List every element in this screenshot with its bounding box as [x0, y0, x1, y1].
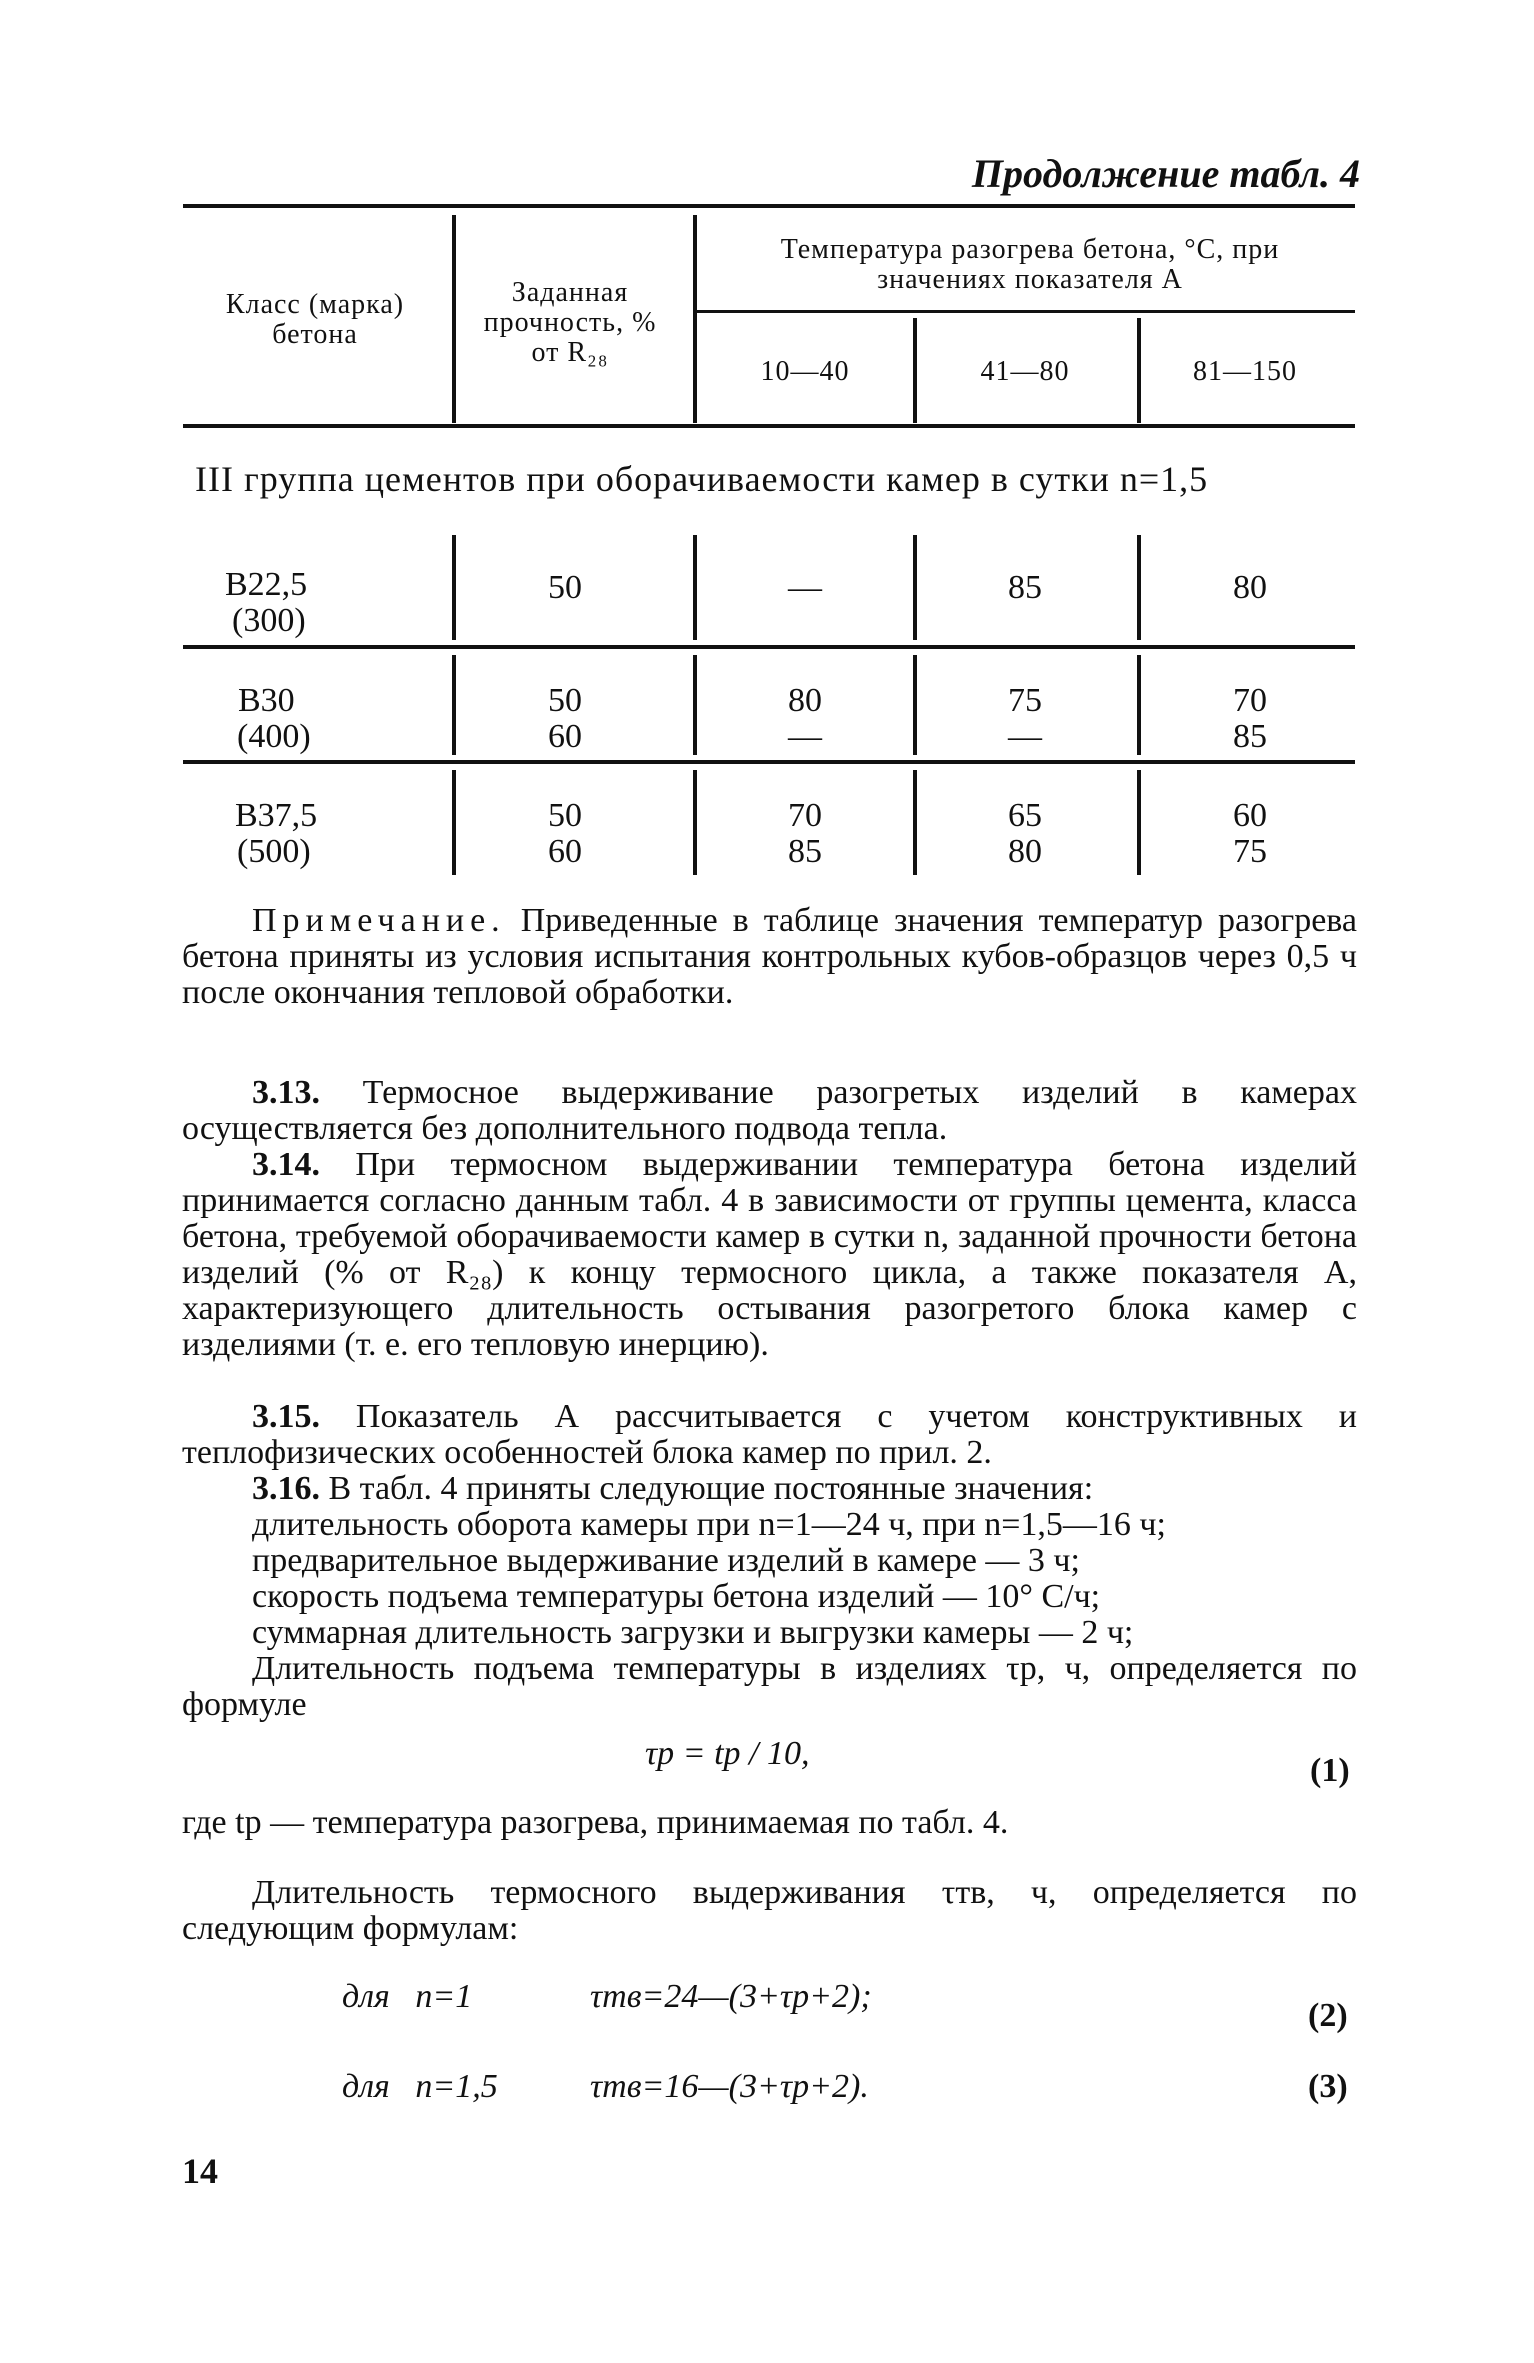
cell-temp-3: 60: [1233, 797, 1267, 834]
header-subcol-1: 10—40: [760, 356, 850, 387]
note-label: Примечание.: [252, 902, 506, 939]
header-class: Класс (марка) бетона: [225, 289, 405, 350]
row-separator-vertical: [913, 655, 917, 755]
section-text: Термосное выдерживание разогретых изделий в камерах осуществляется без дополнительного подвода тепла.: [182, 1074, 1357, 1147]
table-header-bottom-rule: [183, 424, 1355, 428]
row-separator-vertical: [1137, 535, 1141, 640]
equation-number-2: (2): [1308, 1997, 1348, 2034]
row-separator-vertical: [913, 535, 917, 640]
page-number: 14: [182, 2151, 218, 2191]
cell-class: (300): [232, 602, 306, 639]
cell-class: B37,5: [235, 797, 318, 834]
header-temperature: Температура разогрева бетона, °С, при значениях показателя А: [780, 234, 1280, 295]
header-separator: [913, 318, 917, 423]
cell-strength: 60: [548, 833, 582, 870]
row-separator-vertical: [1137, 770, 1141, 875]
cell-class: B30: [238, 682, 295, 719]
cell-temp-1: 85: [788, 833, 822, 870]
formula-2-condition: для n=1: [342, 1978, 473, 2015]
cell-temp-3: 70: [1233, 682, 1267, 719]
header-separator: [1137, 318, 1141, 423]
header-strength: Заданная прочность, % от R₂₈: [483, 277, 657, 368]
note-text: Приведенные в таблице значения температур разогрева бетона приняты из условия испытания контрольных кубов-образцов через 0,5 ч после окончания тепловой обработки.: [182, 902, 1357, 1011]
cell-temp-1: 70: [788, 797, 822, 834]
section-text: В табл. 4 приняты следующие постоянные значения:: [320, 1470, 1094, 1507]
cell-temp-3: 75: [1233, 833, 1267, 870]
row-separator: [183, 760, 1355, 764]
row-separator-vertical: [452, 535, 456, 640]
section-3-14: [182, 1147, 1357, 1363]
section-number: 3.15.: [252, 1398, 320, 1435]
cell-temp-2: —: [1008, 718, 1042, 755]
row-separator-vertical: [1137, 655, 1141, 755]
cell-temp-1: 80: [788, 682, 822, 719]
formula-1-explanation: где tр — температура разогрева, принимаемая по табл. 4.: [182, 1804, 1009, 1841]
constant-line: суммарная длительность загрузки и выгрузки камеры — 2 ч;: [252, 1614, 1134, 1651]
constant-line: скорость подъема температуры бетона изделий — 10° С/ч;: [252, 1578, 1101, 1615]
header-subcol-2: 41—80: [980, 356, 1070, 387]
cell-temp-3: 85: [1233, 718, 1267, 755]
formula-3-condition: для n=1,5: [342, 2068, 498, 2105]
rise-duration-intro: Длительность подъема температуры в изделиях τр, ч, определяется по формуле: [182, 1650, 1357, 1723]
section-3-13: [182, 1075, 1357, 1147]
thermos-duration-intro: Длительность термосного выдерживания τтв, ч, определяется по следующим формулам:: [182, 1874, 1357, 1947]
formula-1: τр = tр / 10,: [645, 1735, 810, 1772]
cell-temp-3: 80: [1233, 569, 1267, 606]
table-note: [182, 903, 1357, 1011]
cell-temp-2: 75: [1008, 682, 1042, 719]
section-number: 3.14.: [252, 1146, 320, 1183]
section-number: 3.13.: [252, 1074, 320, 1111]
equation-number-1: (1): [1310, 1752, 1350, 1789]
section-text: Показатель А рассчитывается с учетом конструктивных и теплофизических особенностей блока камер по прил. 2.: [182, 1398, 1357, 1471]
cell-strength: 50: [548, 569, 582, 606]
table-top-rule: [183, 204, 1355, 208]
header-subcol-3: 81—150: [1193, 356, 1297, 387]
equation-number-3: (3): [1308, 2068, 1348, 2105]
section-text: При термосном выдерживании температура бетона изделий принимается согласно данным табл. 4 в зависимости от группы цемента, класса бетона, требуемой оборачиваемости камер в сутки n, заданной прочности бетона изделий (% от R₂₈) к концу термосного цикла, а также показателя А, характеризующего длительность остывания разогретого блока камер с изделиями (т. е. его тепловую инерцию).: [182, 1146, 1357, 1363]
row-separator-vertical: [452, 655, 456, 755]
header-separator: [452, 215, 456, 423]
cell-strength: 50: [548, 682, 582, 719]
row-separator-vertical: [693, 535, 697, 640]
cell-class: B22,5: [225, 566, 308, 603]
cell-strength: 50: [548, 797, 582, 834]
section-3-16: [182, 1471, 1357, 1507]
constant-line: предварительное выдерживание изделий в камере — 3 ч;: [252, 1542, 1080, 1579]
formula-3: τтв=16—(3+τр+2).: [590, 2068, 869, 2105]
cell-temp-2: 85: [1008, 569, 1042, 606]
constant-line: длительность оборота камеры при n=1—24 ч, при n=1,5—16 ч;: [252, 1506, 1166, 1543]
cell-temp-1: —: [788, 569, 822, 606]
header-separator: [693, 215, 697, 423]
row-separator-vertical: [913, 770, 917, 875]
temp-subheader-rule: [695, 310, 1355, 313]
table-continuation-title: Продолжение табл. 4: [971, 151, 1360, 196]
row-separator-vertical: [693, 655, 697, 755]
formula-2: τтв=24—(3+τр+2);: [590, 1978, 872, 2015]
section-number: 3.16.: [252, 1470, 320, 1507]
cell-strength: 60: [548, 718, 582, 755]
section-3-15: [182, 1399, 1357, 1471]
cell-class: (500): [237, 833, 311, 870]
row-separator: [183, 645, 1355, 649]
cell-temp-2: 80: [1008, 833, 1042, 870]
cell-temp-2: 65: [1008, 797, 1042, 834]
row-separator-vertical: [693, 770, 697, 875]
table-group-title: III группа цементов при оборачиваемости камер в сутки n=1,5: [195, 459, 1209, 499]
cell-temp-1: —: [788, 718, 822, 755]
row-separator-vertical: [452, 770, 456, 875]
cell-class: (400): [237, 718, 311, 755]
